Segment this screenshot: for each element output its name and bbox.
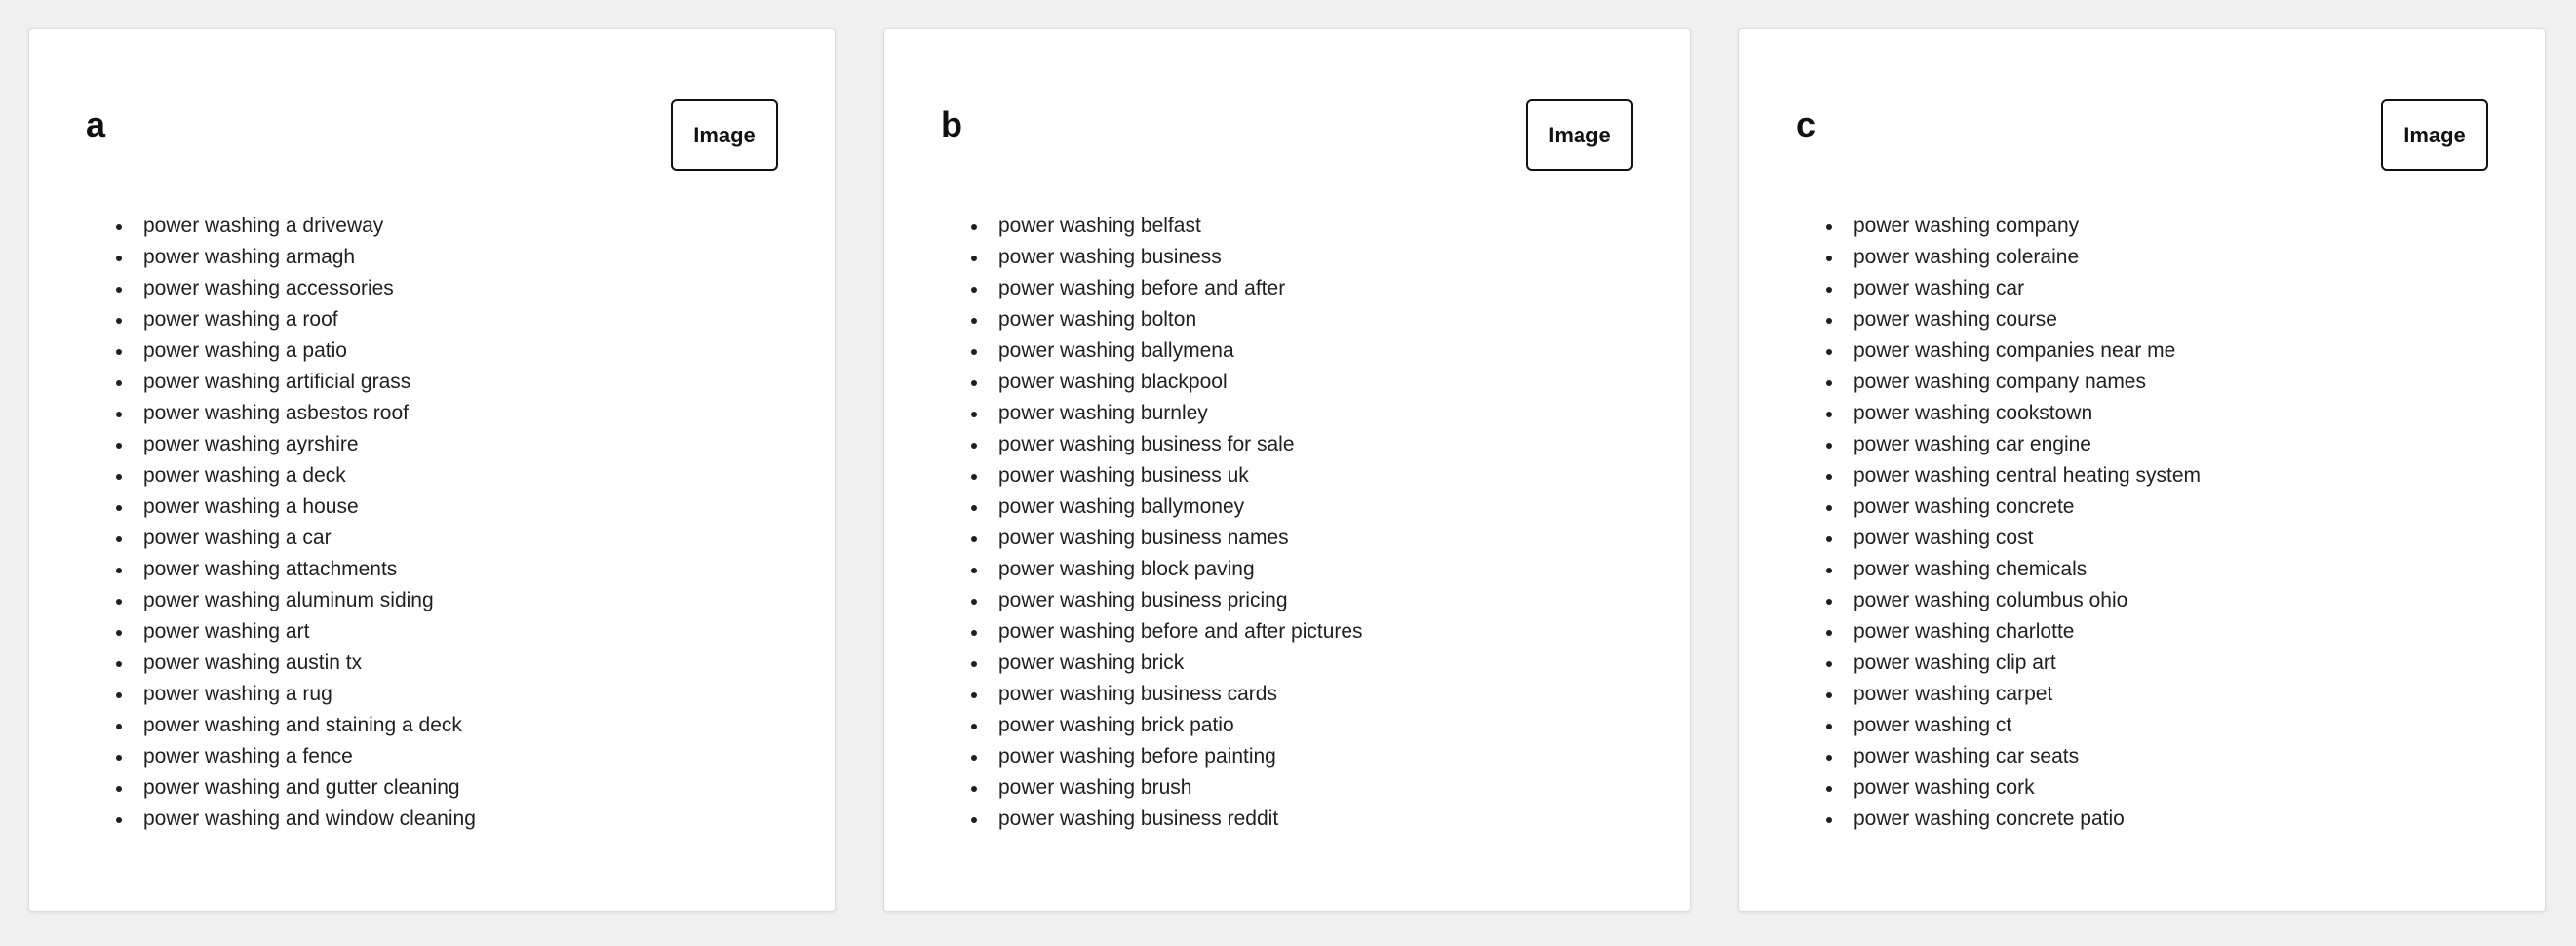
list-item: power washing coleraine <box>1854 242 2201 273</box>
list-item: power washing a car <box>143 523 476 554</box>
list-item: power washing bolton <box>998 304 1363 335</box>
list-item: power washing ct <box>1854 710 2201 741</box>
list-item: power washing chemicals <box>1854 554 2201 585</box>
list-item: power washing cookstown <box>1854 398 2201 429</box>
list-item: power washing business pricing <box>998 585 1363 616</box>
list-item: power washing a house <box>143 492 476 523</box>
list-item: power washing a rug <box>143 679 476 710</box>
list-item: power washing car <box>1854 273 2201 304</box>
list-item: power washing before and after <box>998 273 1363 304</box>
list-item: power washing and staining a deck <box>143 710 476 741</box>
list-item: power washing business reddit <box>998 804 1363 835</box>
list-item: power washing austin tx <box>143 648 476 679</box>
image-button[interactable]: Image <box>2381 99 2488 171</box>
list-item: power washing concrete patio <box>1854 804 2201 835</box>
list-item: power washing cost <box>1854 523 2201 554</box>
list-item: power washing a driveway <box>143 211 476 242</box>
list-item: power washing cork <box>1854 772 2201 804</box>
list-item: power washing a fence <box>143 741 476 772</box>
image-button[interactable]: Image <box>671 99 778 171</box>
list-item: power washing burnley <box>998 398 1363 429</box>
list-item: power washing a patio <box>143 335 476 367</box>
keyword-list <box>1797 211 2201 835</box>
list-item: power washing before and after pictures <box>998 616 1363 648</box>
list-item: power washing and window cleaning <box>143 804 476 835</box>
list-item: power washing companies near me <box>1854 335 2201 367</box>
list-item: power washing accessories <box>143 273 476 304</box>
list-item: power washing concrete <box>1854 492 2201 523</box>
list-item: power washing brick <box>998 648 1363 679</box>
list-item: power washing business uk <box>998 460 1363 492</box>
list-item: power washing a roof <box>143 304 476 335</box>
card-a <box>28 28 836 912</box>
list-item: power washing clip art <box>1854 648 2201 679</box>
list-item: power washing and gutter cleaning <box>143 772 476 804</box>
list-item: power washing ballymena <box>998 335 1363 367</box>
list-item: power washing blackpool <box>998 367 1363 398</box>
list-item: power washing before painting <box>998 741 1363 772</box>
list-item: power washing charlotte <box>1854 616 2201 648</box>
list-item: power washing ballymoney <box>998 492 1363 523</box>
list-item: power washing business <box>998 242 1363 273</box>
list-item: power washing company <box>1854 211 2201 242</box>
list-item: power washing course <box>1854 304 2201 335</box>
list-item: power washing art <box>143 616 476 648</box>
keyword-list <box>87 211 476 835</box>
list-item: power washing belfast <box>998 211 1363 242</box>
list-item: power washing attachments <box>143 554 476 585</box>
card-letter: c <box>1796 104 1816 144</box>
list-item: power washing business cards <box>998 679 1363 710</box>
list-item: power washing brush <box>998 772 1363 804</box>
list-item: power washing armagh <box>143 242 476 273</box>
list-item: power washing car seats <box>1854 741 2201 772</box>
card-letter: b <box>941 104 962 144</box>
keyword-list <box>942 211 1363 835</box>
list-item: power washing car engine <box>1854 429 2201 460</box>
list-item: power washing artificial grass <box>143 367 476 398</box>
list-item: power washing block paving <box>998 554 1363 585</box>
list-item: power washing ayrshire <box>143 429 476 460</box>
cards-container <box>28 28 2546 912</box>
card-c <box>1738 28 2546 912</box>
list-item: power washing asbestos roof <box>143 398 476 429</box>
list-item: power washing carpet <box>1854 679 2201 710</box>
image-button[interactable]: Image <box>1526 99 1633 171</box>
list-item: power washing business for sale <box>998 429 1363 460</box>
list-item: power washing aluminum siding <box>143 585 476 616</box>
card-letter: a <box>86 104 106 144</box>
card-b <box>883 28 1691 912</box>
list-item: power washing company names <box>1854 367 2201 398</box>
list-item: power washing columbus ohio <box>1854 585 2201 616</box>
list-item: power washing central heating system <box>1854 460 2201 492</box>
list-item: power washing brick patio <box>998 710 1363 741</box>
list-item: power washing business names <box>998 523 1363 554</box>
list-item: power washing a deck <box>143 460 476 492</box>
